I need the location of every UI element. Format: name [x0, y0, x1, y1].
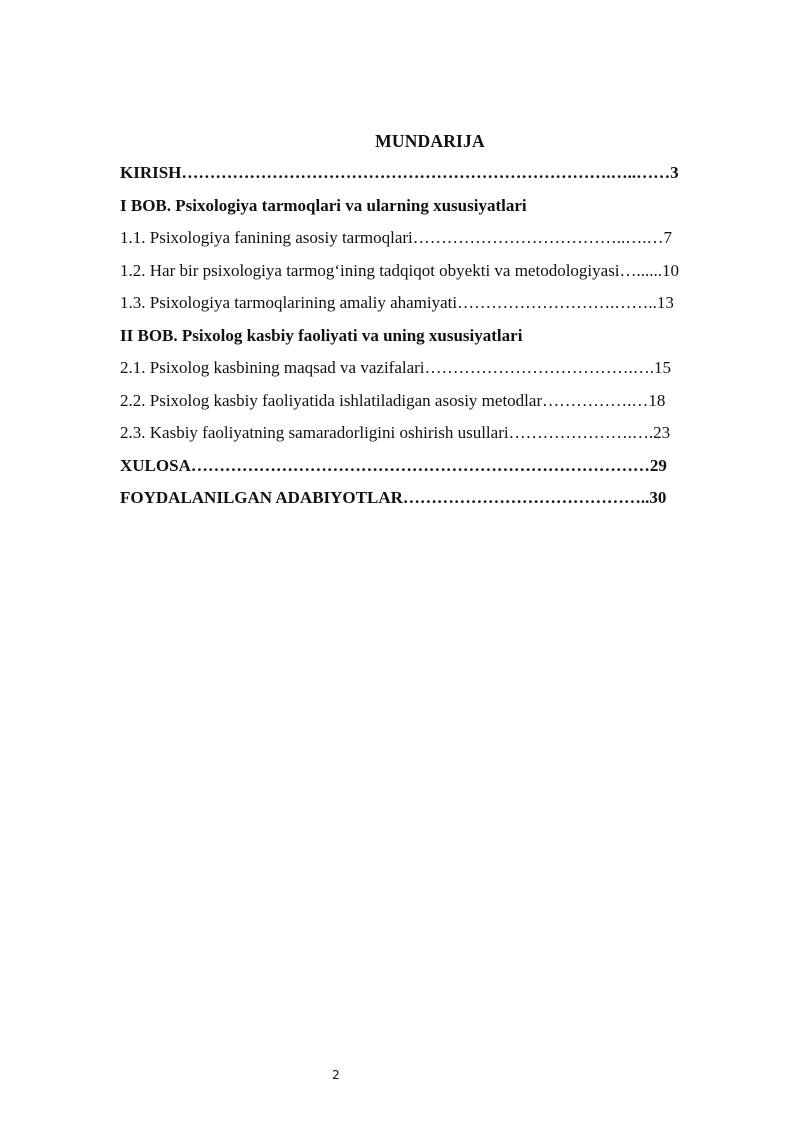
toc-entry-text: II BOB. Psixolog kasbiy faoliyati va uning xususiyatlari: [120, 325, 523, 345]
table-of-contents: [120, 162, 740, 520]
toc-entry-2-3: [120, 422, 740, 455]
page-title: MUNDARIJA: [375, 131, 485, 151]
toc-entry-kirish: [120, 162, 740, 195]
toc-entry-1-1: [120, 227, 740, 260]
toc-chapter-heading-1: [120, 195, 740, 228]
toc-entry-references: [120, 487, 740, 520]
toc-entry-text: 2.3. Kasbiy faoliyatning samaradorligini oshirish usullari………………….….23: [120, 423, 671, 442]
toc-entry-text: 1.1. Psixologiya fanining asosiy tarmoqlari………………………………..….…7: [120, 228, 672, 247]
page-number: 2: [332, 1068, 340, 1082]
toc-entry-text: 2.2. Psixolog kasbiy faoliyatida ishlatiladigan asosiy metodlar…………….…18: [120, 390, 666, 410]
toc-entry-text: 2.1. Psixolog kasbining maqsad va vazifalari……………………………….….15: [120, 358, 672, 377]
toc-entry-text: 1.3. Psixologiya tarmoqlarining amaliy ahamiyati……………………….……..13: [120, 293, 674, 312]
toc-entry-text: 1.2. Har bir psixologiya tarmog‘ining tadqiqot obyekti va metodologiyasi…......10: [120, 260, 680, 280]
toc-entry-text: KIRISH………………………………………………………………….…..……3: [120, 163, 679, 182]
toc-entry-2-1: [120, 357, 740, 390]
toc-entry-text: FOYDALANILGAN ADABIYOTLAR……………………………………..30: [120, 488, 667, 507]
toc-entry-text: I BOB. Psixologiya tarmoqlari va ularning xususiyatlari: [120, 195, 527, 215]
toc-entry-1-3: [120, 292, 740, 325]
toc-entry-2-2: [120, 390, 740, 423]
toc-entry-xulosa: [120, 455, 740, 488]
toc-chapter-heading-2: [120, 325, 740, 358]
toc-entry-1-2: [120, 260, 740, 293]
toc-entry-text: XULOSA………………………………………………………………………29: [120, 455, 667, 475]
